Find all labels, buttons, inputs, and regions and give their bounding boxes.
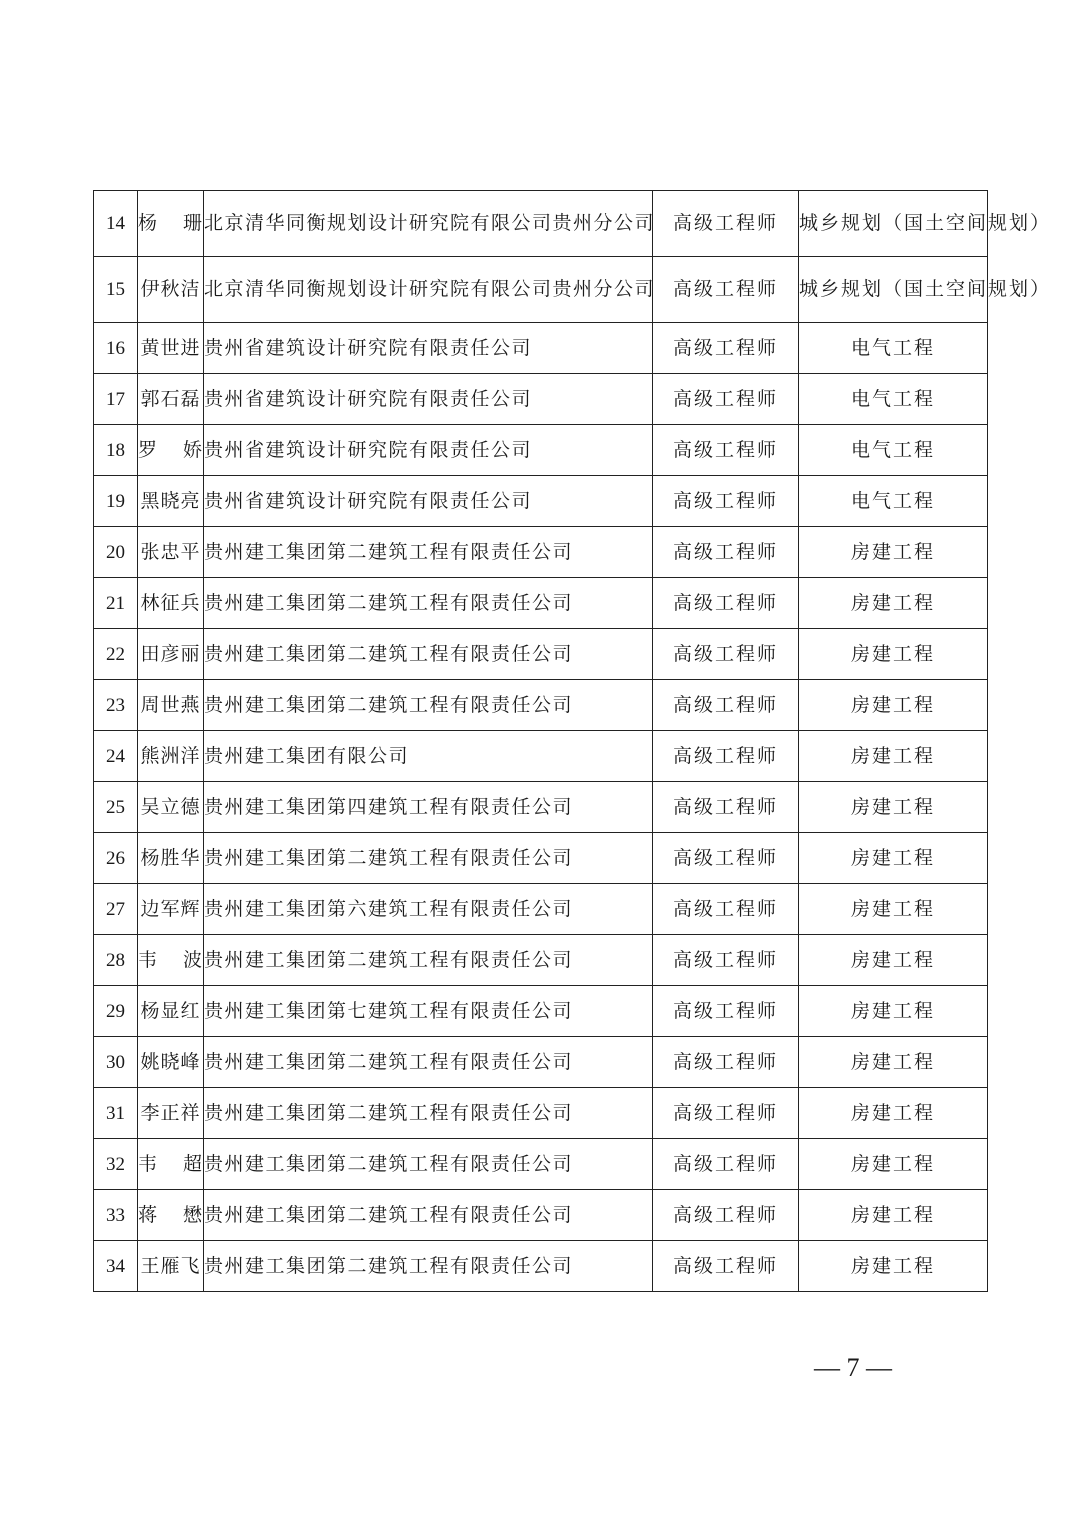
organization-name: 贵州建工集团第七建筑工程有限责任公司 bbox=[204, 986, 653, 1037]
professional-title: 高级工程师 bbox=[653, 680, 799, 731]
person-name: 黄世进 bbox=[138, 323, 204, 374]
organization-name: 贵州省建筑设计研究院有限责任公司 bbox=[204, 323, 653, 374]
organization-name: 北京清华同衡规划设计研究院有限公司贵州分公司 bbox=[204, 191, 653, 257]
specialty-field: 房建工程 bbox=[799, 1241, 988, 1292]
person-name: 郭石磊 bbox=[138, 374, 204, 425]
specialty-field: 房建工程 bbox=[799, 986, 988, 1037]
person-name: 边军辉 bbox=[138, 884, 204, 935]
row-number: 18 bbox=[94, 425, 138, 476]
table-row bbox=[94, 1088, 988, 1139]
professional-title: 高级工程师 bbox=[653, 629, 799, 680]
person-name: 李正祥 bbox=[138, 1088, 204, 1139]
professional-title: 高级工程师 bbox=[653, 1139, 799, 1190]
specialty-field: 房建工程 bbox=[799, 731, 988, 782]
table-row bbox=[94, 1241, 988, 1292]
professional-title: 高级工程师 bbox=[653, 425, 799, 476]
row-number: 14 bbox=[94, 191, 138, 257]
professional-title: 高级工程师 bbox=[653, 731, 799, 782]
table-row bbox=[94, 527, 988, 578]
row-number: 30 bbox=[94, 1037, 138, 1088]
organization-name: 北京清华同衡规划设计研究院有限公司贵州分公司 bbox=[204, 257, 653, 323]
specialty-field: 电气工程 bbox=[799, 323, 988, 374]
professional-title: 高级工程师 bbox=[653, 476, 799, 527]
row-number: 27 bbox=[94, 884, 138, 935]
professional-title: 高级工程师 bbox=[653, 935, 799, 986]
organization-name: 贵州建工集团第二建筑工程有限责任公司 bbox=[204, 935, 653, 986]
table-row bbox=[94, 425, 988, 476]
row-number: 16 bbox=[94, 323, 138, 374]
person-name: 张忠平 bbox=[138, 527, 204, 578]
specialty-field: 房建工程 bbox=[799, 782, 988, 833]
row-number: 28 bbox=[94, 935, 138, 986]
row-number: 19 bbox=[94, 476, 138, 527]
professional-title: 高级工程师 bbox=[653, 1190, 799, 1241]
person-name: 杨胜华 bbox=[138, 833, 204, 884]
organization-name: 贵州建工集团第四建筑工程有限责任公司 bbox=[204, 782, 653, 833]
table-row bbox=[94, 833, 988, 884]
professional-title: 高级工程师 bbox=[653, 1037, 799, 1088]
organization-name: 贵州建工集团第二建筑工程有限责任公司 bbox=[204, 578, 653, 629]
row-number: 15 bbox=[94, 257, 138, 323]
organization-name: 贵州建工集团第二建筑工程有限责任公司 bbox=[204, 1037, 653, 1088]
row-number: 29 bbox=[94, 986, 138, 1037]
table-row bbox=[94, 374, 988, 425]
organization-name: 贵州省建筑设计研究院有限责任公司 bbox=[204, 374, 653, 425]
specialty-field: 电气工程 bbox=[799, 476, 988, 527]
person-name: 吴立德 bbox=[138, 782, 204, 833]
row-number: 20 bbox=[94, 527, 138, 578]
professional-title: 高级工程师 bbox=[653, 833, 799, 884]
organization-name: 贵州建工集团有限公司 bbox=[204, 731, 653, 782]
person-name: 田彦丽 bbox=[138, 629, 204, 680]
specialty-field: 电气工程 bbox=[799, 374, 988, 425]
person-name: 姚晓峰 bbox=[138, 1037, 204, 1088]
person-name: 周世燕 bbox=[138, 680, 204, 731]
organization-name: 贵州建工集团第二建筑工程有限责任公司 bbox=[204, 1190, 653, 1241]
person-name: 韦 超 bbox=[138, 1139, 204, 1190]
professional-title: 高级工程师 bbox=[653, 578, 799, 629]
professional-title: 高级工程师 bbox=[653, 191, 799, 257]
professional-title: 高级工程师 bbox=[653, 986, 799, 1037]
table-row bbox=[94, 191, 988, 257]
row-number: 21 bbox=[94, 578, 138, 629]
specialty-field: 房建工程 bbox=[799, 1037, 988, 1088]
organization-name: 贵州建工集团第二建筑工程有限责任公司 bbox=[204, 680, 653, 731]
roster-table bbox=[93, 190, 1052, 1292]
specialty-field: 房建工程 bbox=[799, 884, 988, 935]
specialty-field: 房建工程 bbox=[799, 1139, 988, 1190]
row-number: 24 bbox=[94, 731, 138, 782]
specialty-field: 房建工程 bbox=[799, 1190, 988, 1241]
table-row bbox=[94, 986, 988, 1037]
page-number: — 7 — bbox=[814, 1353, 892, 1382]
table-row bbox=[94, 629, 988, 680]
organization-name: 贵州建工集团第二建筑工程有限责任公司 bbox=[204, 629, 653, 680]
organization-name: 贵州建工集团第六建筑工程有限责任公司 bbox=[204, 884, 653, 935]
organization-name: 贵州建工集团第二建筑工程有限责任公司 bbox=[204, 833, 653, 884]
table-row bbox=[94, 1139, 988, 1190]
professional-title: 高级工程师 bbox=[653, 257, 799, 323]
table-row bbox=[94, 935, 988, 986]
table-row bbox=[94, 1190, 988, 1241]
table-row bbox=[94, 731, 988, 782]
table-row bbox=[94, 578, 988, 629]
table-row bbox=[94, 476, 988, 527]
specialty-field: 房建工程 bbox=[799, 527, 988, 578]
table-row bbox=[94, 1037, 988, 1088]
person-name: 蒋 懋 bbox=[138, 1190, 204, 1241]
professional-title: 高级工程师 bbox=[653, 527, 799, 578]
professional-title: 高级工程师 bbox=[653, 782, 799, 833]
row-number: 33 bbox=[94, 1190, 138, 1241]
professional-title: 高级工程师 bbox=[653, 884, 799, 935]
person-name: 林征兵 bbox=[138, 578, 204, 629]
row-number: 32 bbox=[94, 1139, 138, 1190]
professional-title: 高级工程师 bbox=[653, 374, 799, 425]
organization-name: 贵州建工集团第二建筑工程有限责任公司 bbox=[204, 527, 653, 578]
table-row bbox=[94, 884, 988, 935]
table-row bbox=[94, 257, 988, 323]
organization-name: 贵州建工集团第二建筑工程有限责任公司 bbox=[204, 1241, 653, 1292]
specialty-field: 房建工程 bbox=[799, 680, 988, 731]
professional-title: 高级工程师 bbox=[653, 1241, 799, 1292]
table-row bbox=[94, 323, 988, 374]
row-number: 26 bbox=[94, 833, 138, 884]
row-number: 22 bbox=[94, 629, 138, 680]
table-row bbox=[94, 782, 988, 833]
specialty-field: 电气工程 bbox=[799, 425, 988, 476]
specialty-field: 房建工程 bbox=[799, 629, 988, 680]
specialty-field: 房建工程 bbox=[799, 833, 988, 884]
organization-name: 贵州省建筑设计研究院有限责任公司 bbox=[204, 476, 653, 527]
organization-name: 贵州建工集团第二建筑工程有限责任公司 bbox=[204, 1139, 653, 1190]
specialty-field: 房建工程 bbox=[799, 1088, 988, 1139]
row-number: 25 bbox=[94, 782, 138, 833]
specialty-field: 房建工程 bbox=[799, 935, 988, 986]
row-number: 34 bbox=[94, 1241, 138, 1292]
professional-title: 高级工程师 bbox=[653, 323, 799, 374]
person-name: 杨显红 bbox=[138, 986, 204, 1037]
row-number: 23 bbox=[94, 680, 138, 731]
row-number: 31 bbox=[94, 1088, 138, 1139]
person-name: 熊洲洋 bbox=[138, 731, 204, 782]
organization-name: 贵州省建筑设计研究院有限责任公司 bbox=[204, 425, 653, 476]
table-row bbox=[94, 680, 988, 731]
person-name: 韦 波 bbox=[138, 935, 204, 986]
person-name: 王雁飞 bbox=[138, 1241, 204, 1292]
person-name: 黑晓亮 bbox=[138, 476, 204, 527]
person-name: 罗 娇 bbox=[138, 425, 204, 476]
roster-table-body bbox=[94, 191, 1052, 1292]
row-number: 17 bbox=[94, 374, 138, 425]
person-name: 杨 珊 bbox=[138, 191, 204, 257]
person-name: 伊秋洁 bbox=[138, 257, 204, 323]
professional-title: 高级工程师 bbox=[653, 1088, 799, 1139]
specialty-field: 房建工程 bbox=[799, 578, 988, 629]
specialty-field: 城乡规划（国土空间规划） bbox=[799, 191, 988, 257]
organization-name: 贵州建工集团第二建筑工程有限责任公司 bbox=[204, 1088, 653, 1139]
specialty-field: 城乡规划（国土空间规划） bbox=[799, 257, 988, 323]
